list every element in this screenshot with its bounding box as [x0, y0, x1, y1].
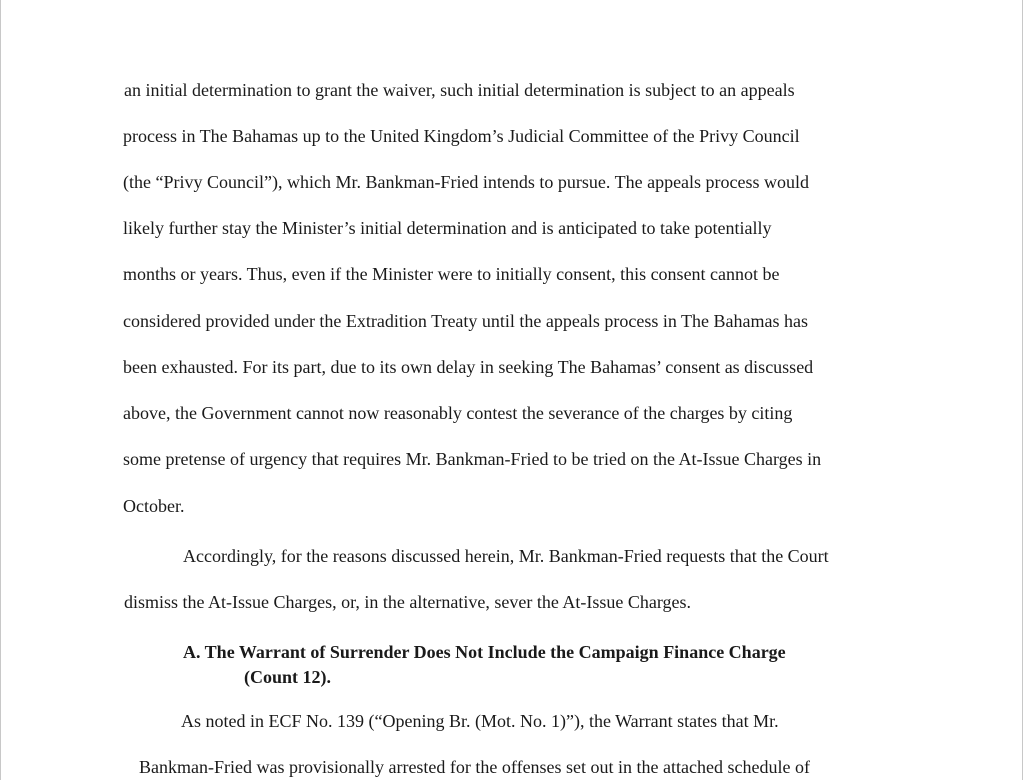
section-heading: A. The Warrant of Surrender Does Not Include the Campaign Finance Charge: [183, 642, 786, 662]
body-text-line: Accordingly, for the reasons discussed herein, Mr. Bankman-Fried requests that the Court: [183, 546, 829, 566]
body-text-line: an initial determination to grant the waiver, such initial determination is subject to an appeals: [124, 80, 795, 100]
body-text-line: Bankman-Fried was provisionally arrested for the offenses set out in the attached schedule of: [139, 757, 810, 777]
body-text-line: considered provided under the Extradition Treaty until the appeals process in The Bahamas has: [123, 311, 809, 331]
body-text-line: process in The Bahamas up to the United Kingdom’s Judicial Committee of the Privy Council: [123, 126, 800, 146]
body-text-line: dismiss the At-Issue Charges, or, in the alternative, sever the At-Issue Charges.: [124, 592, 691, 612]
body-text-line: some pretense of urgency that requires Mr. Bankman-Fried to be tried on the At-Issue Charges in: [123, 449, 822, 469]
body-text-line: likely further stay the Minister’s initial determination and is anticipated to take potentially: [123, 218, 772, 238]
body-text-line: been exhausted. For its part, due to its own delay in seeking The Bahamas’ consent as discussed: [123, 357, 814, 377]
body-text-line: (the “Privy Council”), which Mr. Bankman-Fried intends to pursue. The appeals process would: [123, 172, 810, 192]
section-heading-continuation: (Count 12).: [244, 667, 332, 687]
body-text-line: above, the Government cannot now reasonably contest the severance of the charges by citing: [123, 403, 793, 423]
body-text-line: As noted in ECF No. 139 (“Opening Br. (Mot. No. 1)”), the Warrant states that Mr.: [181, 711, 779, 731]
body-text-line: October.: [123, 496, 185, 516]
body-text-line: months or years. Thus, even if the Minister were to initially consent, this consent cannot be: [123, 264, 780, 284]
